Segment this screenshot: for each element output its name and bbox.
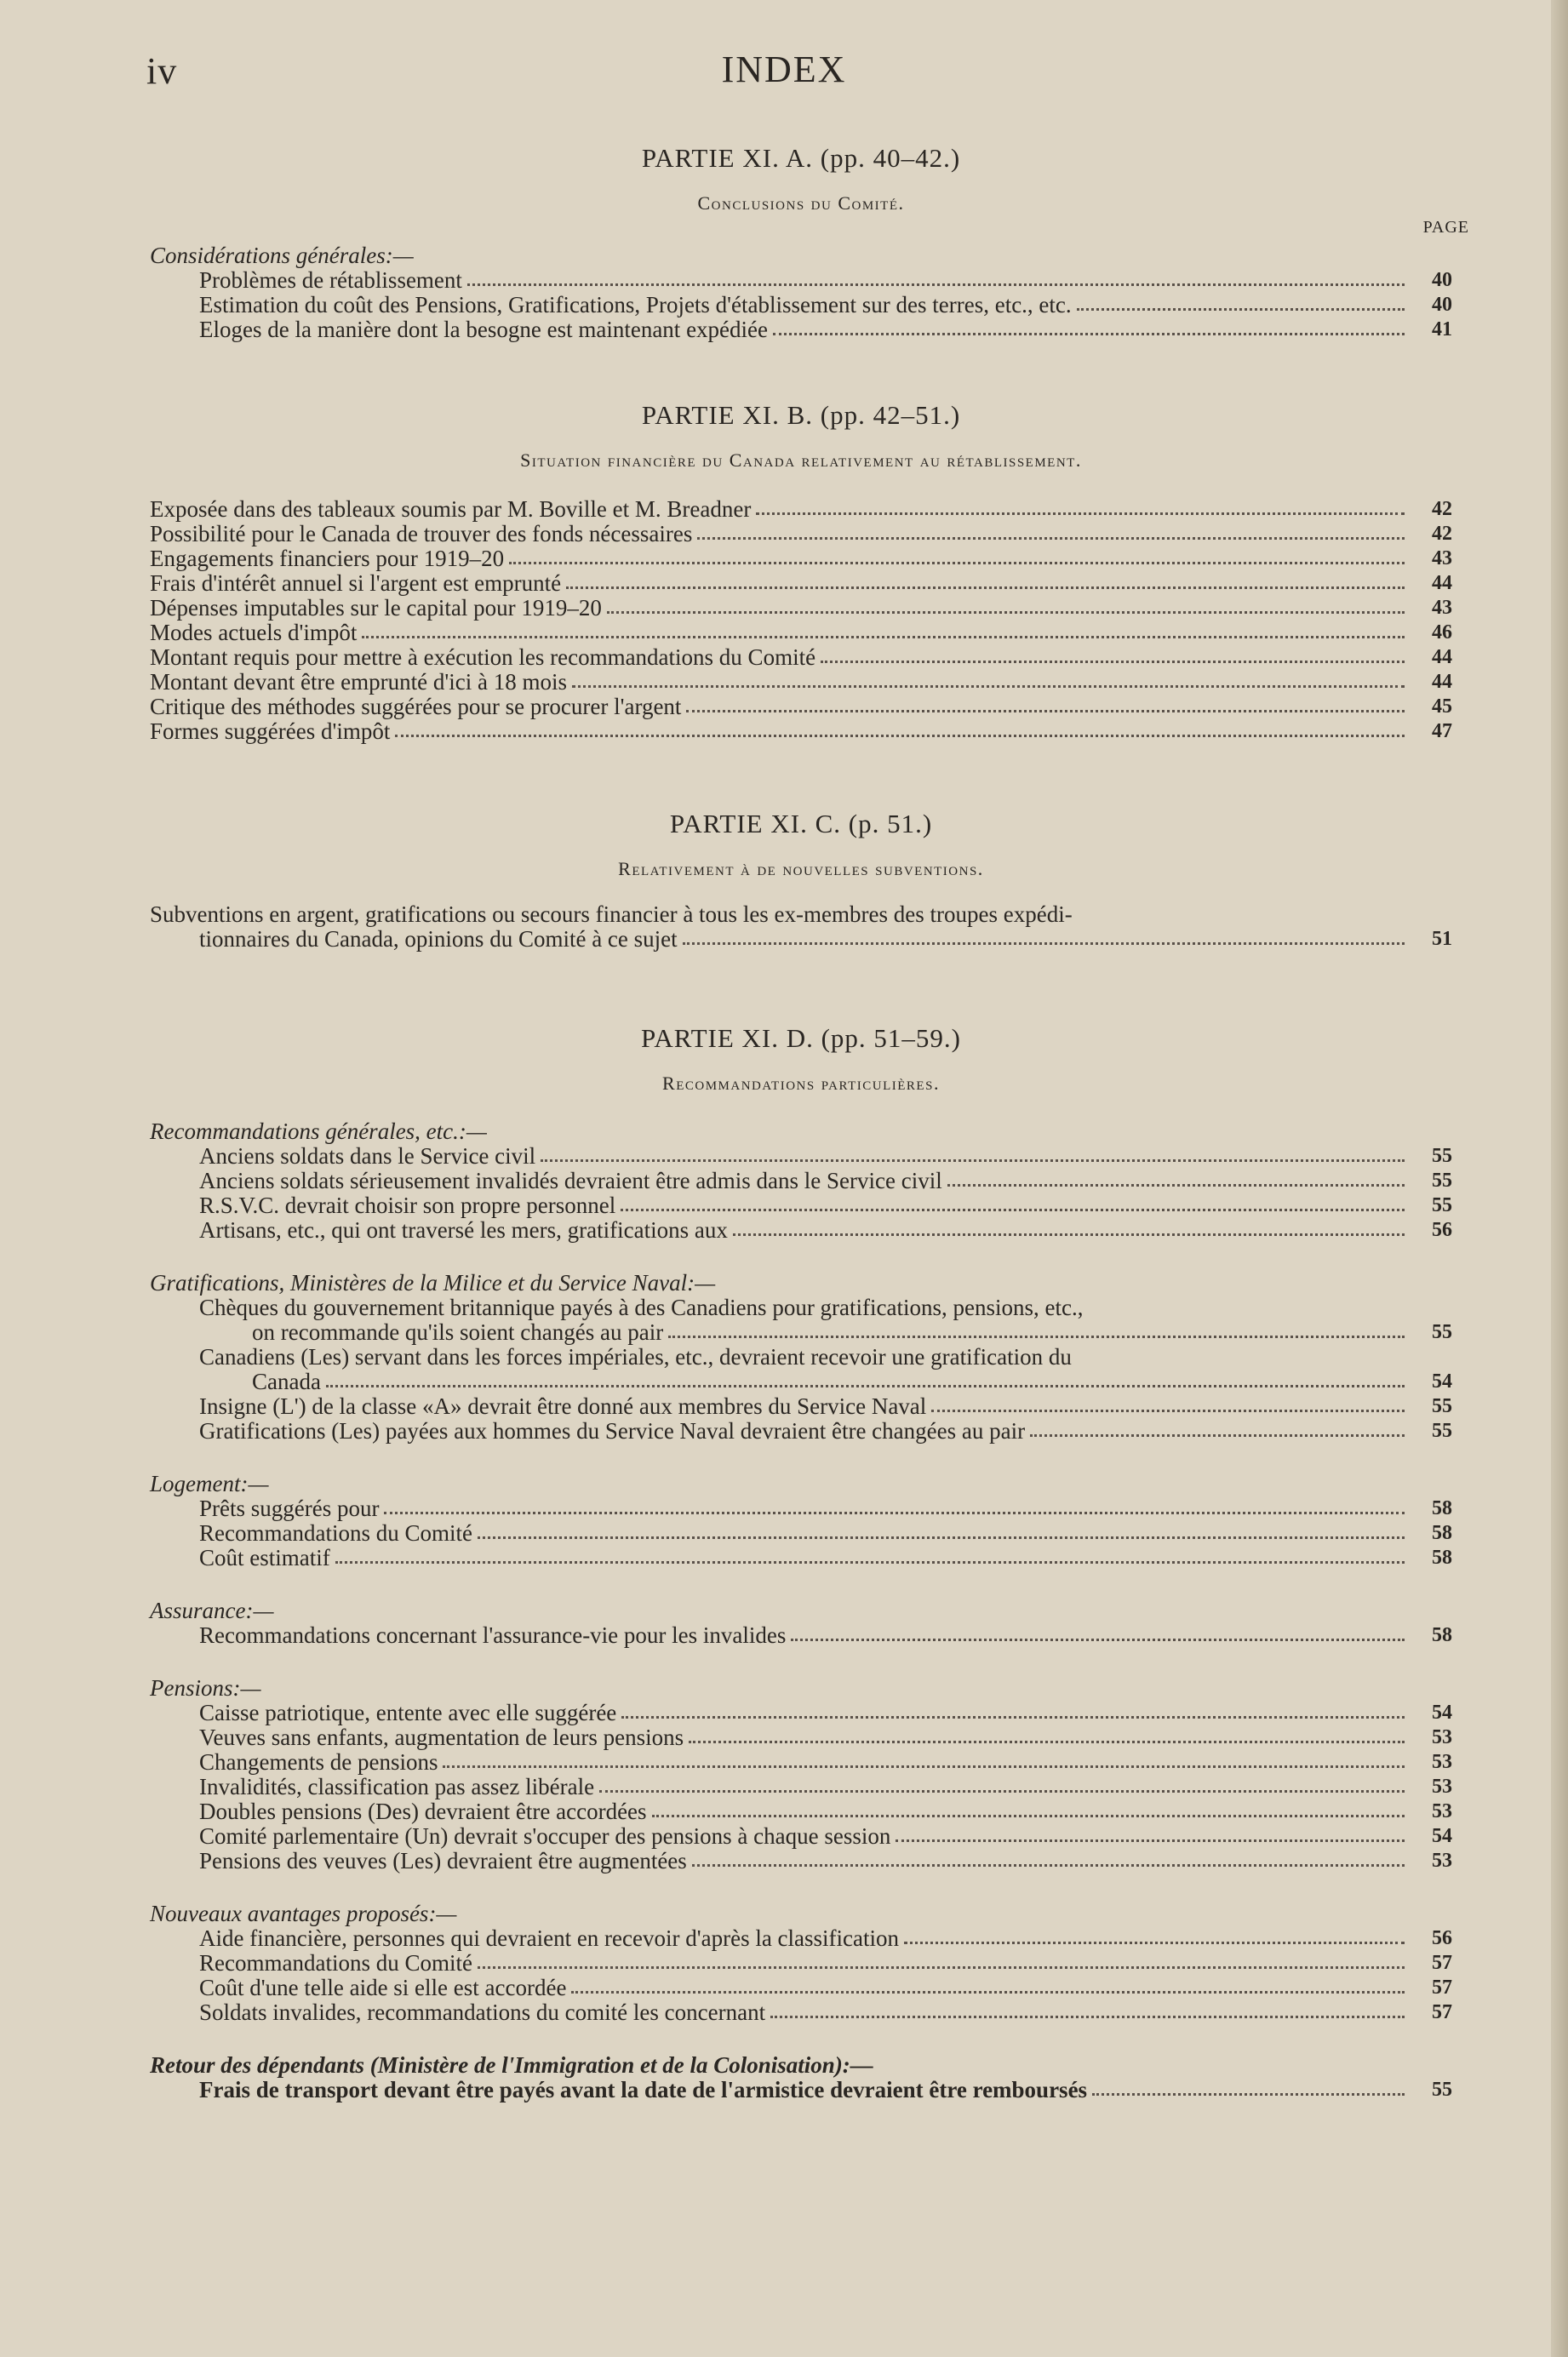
entry-page: 56 [1432, 1927, 1452, 1949]
index-entry: Prêts suggérés pour 58 [199, 1496, 1452, 1521]
page-title: INDEX [721, 49, 847, 90]
index-entry: Anciens soldats dans le Service civil 55 [199, 1143, 1452, 1169]
entry-page: 53 [1432, 1800, 1452, 1822]
entry-page: 44 [1432, 671, 1452, 693]
section-subtitle: Situation financière du Canada relativement au rétablissement. [520, 449, 1082, 471]
entry-page: 55 [1432, 1170, 1452, 1192]
entry-page: 57 [1432, 1952, 1452, 1974]
page-number: iv [146, 50, 178, 92]
entry-page: 55 [1432, 1321, 1452, 1343]
category-heading: Recommandations générales, etc.:— [150, 1118, 487, 1144]
category-heading: Gratifications, Ministères de la Milice et du Service Naval:— [150, 1270, 716, 1296]
index-entry: Montant requis pour mettre à exécution les recommandations du Comité 44 [150, 644, 1452, 670]
index-entry: Montant devant être emprunté d'ici à 18 mois 44 [150, 669, 1452, 695]
section-subtitle: Recommandations particulières. [662, 1073, 940, 1094]
section-title: PARTIE XI. A. (pp. 40–42.) [641, 143, 961, 173]
section-title: PARTIE XI. B. (pp. 42–51.) [641, 400, 961, 430]
index-entry: Coût estimatif 58 [199, 1545, 1452, 1570]
index-entry: Changements de pensions 53 [199, 1749, 1452, 1775]
index-entry: Caisse patriotique, entente avec elle suggérée 54 [199, 1700, 1452, 1725]
index-entry: Engagements financiers pour 1919–20 43 [150, 546, 1452, 571]
entry-page: 46 [1432, 621, 1452, 644]
entry-page: 55 [1432, 1395, 1452, 1417]
index-entry: Modes actuels d'impôt 46 [150, 620, 1452, 645]
section-partie-xi-c [150, 809, 1452, 952]
entry-page: 53 [1432, 1850, 1452, 1872]
entry-page: 53 [1432, 1751, 1452, 1773]
index-entry: Subventions en argent, gratifications ou secours financier à tous les ex-membres des troupes expédi- tionnaires du Canada, opinions du Comité à ce sujet 51 [150, 901, 1452, 952]
entry-page: 58 [1432, 1522, 1452, 1544]
index-entry: Insigne (L') de la classe «A» devrait être donné aux membres du Service Naval 55 [199, 1393, 1452, 1419]
entry-page: 42 [1432, 523, 1452, 545]
index-entry: Estimation du coût des Pensions, Gratifications, Projets d'établissement sur des terres, etc., etc. 40 [199, 292, 1452, 318]
index-entry: Artisans, etc., qui ont traversé les mers, gratifications aux 56 [199, 1217, 1452, 1243]
index-entry: R.S.V.C. devrait choisir son propre personnel 55 [199, 1193, 1452, 1218]
index-entry: Gratifications (Les) payées aux hommes du Service Naval devraient être changées au pair 55 [199, 1418, 1452, 1444]
entry-page: 54 [1432, 1370, 1452, 1393]
index-entry: Dépenses imputables sur le capital pour 1919–20 43 [150, 595, 1452, 621]
entry-page: 47 [1432, 720, 1452, 742]
index-entry: Exposée dans des tableaux soumis par M. Boville et M. Breadner 42 [150, 496, 1452, 522]
entry-page: 58 [1432, 1624, 1452, 1646]
entry-page: 54 [1432, 1702, 1452, 1724]
page-column-label: PAGE [1422, 218, 1469, 237]
entry-page: 43 [1432, 547, 1452, 569]
category-heading: Considérations générales:— [150, 243, 414, 268]
index-entry: Veuves sans enfants, augmentation de leurs pensions 53 [199, 1725, 1452, 1750]
entry-page: 45 [1432, 695, 1452, 718]
index-entry: Critique des méthodes suggérées pour se procurer l'argent 45 [150, 694, 1452, 719]
entry-page: 58 [1432, 1497, 1452, 1519]
category-heading: Assurance:— [150, 1598, 274, 1623]
entry-page: 53 [1432, 1776, 1452, 1798]
entry-page: 55 [1432, 1420, 1452, 1442]
index-entry: Aide financière, personnes qui devraient en recevoir d'après la classification 56 [199, 1925, 1452, 1951]
entry-page: 56 [1432, 1219, 1452, 1241]
entry-page: 40 [1432, 269, 1452, 291]
index-entry: Possibilité pour le Canada de trouver des fonds nécessaires 42 [150, 521, 1452, 546]
section-subtitle: Relativement à de nouvelles subventions. [618, 858, 984, 879]
index-entry: Recommandations du Comité 58 [199, 1520, 1452, 1546]
category-heading: Nouveaux avantages proposés:— [150, 1901, 457, 1926]
index-entry: Invalidités, classification pas assez libérale 53 [199, 1774, 1452, 1799]
index-entry: Frais de transport devant être payés avant la date de l'armistice devraient être remboursés 55 [199, 2077, 1452, 2102]
entry-page: 42 [1432, 498, 1452, 520]
index-entry: Anciens soldats sérieusement invalidés devraient être admis dans le Service civil 55 [199, 1168, 1452, 1193]
index-entry: Comité parlementaire (Un) devrait s'occuper des pensions à chaque session 54 [199, 1823, 1452, 1849]
entry-page: 41 [1432, 318, 1452, 340]
entry-page: 40 [1432, 294, 1452, 316]
index-entry: Canadiens (Les) servant dans les forces impériales, etc., devraient recevoir une gratification du Canada 54 [199, 1344, 1452, 1394]
section-title: PARTIE XI. C. (p. 51.) [669, 809, 933, 838]
index-entry: Recommandations du Comité 57 [199, 1950, 1452, 1976]
entry-page: 44 [1432, 572, 1452, 594]
entry-page: 53 [1432, 1726, 1452, 1748]
entry-page: 55 [1432, 1194, 1452, 1216]
index-entry: Recommandations concernant l'assurance-vie pour les invalides 58 [199, 1622, 1452, 1648]
section-partie-xi-b [150, 400, 1452, 744]
section-title: PARTIE XI. D. (pp. 51–59.) [640, 1023, 962, 1053]
entry-page: 43 [1432, 597, 1452, 619]
index-entry: Chèques du gouvernement britannique payés à des Canadiens pour gratifications, pensions, etc., on recommande qu'ils soient changés au pair 55 [199, 1295, 1452, 1345]
entry-page: 44 [1432, 646, 1452, 668]
section-partie-xi-a [150, 143, 1469, 342]
category-heading: Retour des dépendants (Ministère de l'Immigration et de la Colonisation):— [150, 2052, 873, 2078]
entry-page: 54 [1432, 1825, 1452, 1847]
index-entry: Pensions des veuves (Les) devraient être augmentées 53 [199, 1848, 1452, 1874]
index-entry: Doubles pensions (Des) devraient être accordées 53 [199, 1799, 1452, 1824]
entry-page: 55 [1432, 1145, 1452, 1167]
index-entry: Problèmes de rétablissement 40 [199, 267, 1452, 293]
index-entry: Coût d'une telle aide si elle est accordée 57 [199, 1975, 1452, 2000]
entry-page: 55 [1432, 2079, 1452, 2101]
index-entry: Frais d'intérêt annuel si l'argent est emprunté 44 [150, 570, 1452, 596]
index-entry: Formes suggérées d'impôt 47 [150, 718, 1452, 744]
category-heading: Pensions:— [150, 1675, 261, 1701]
section-partie-xi-d [150, 1023, 1452, 2102]
index-entry: Eloges de la manière dont la besogne est maintenant expédiée 41 [199, 317, 1452, 342]
page-edge [1551, 0, 1568, 2357]
entry-page: 57 [1432, 1977, 1452, 1999]
section-subtitle: Conclusions du Comité. [697, 192, 905, 214]
category-heading: Logement:— [150, 1471, 269, 1496]
entry-page: 51 [1432, 928, 1452, 950]
index-entry: Soldats invalides, recommandations du comité les concernant 57 [199, 1999, 1452, 2025]
entry-page: 57 [1432, 2001, 1452, 2023]
entry-page: 58 [1432, 1547, 1452, 1569]
